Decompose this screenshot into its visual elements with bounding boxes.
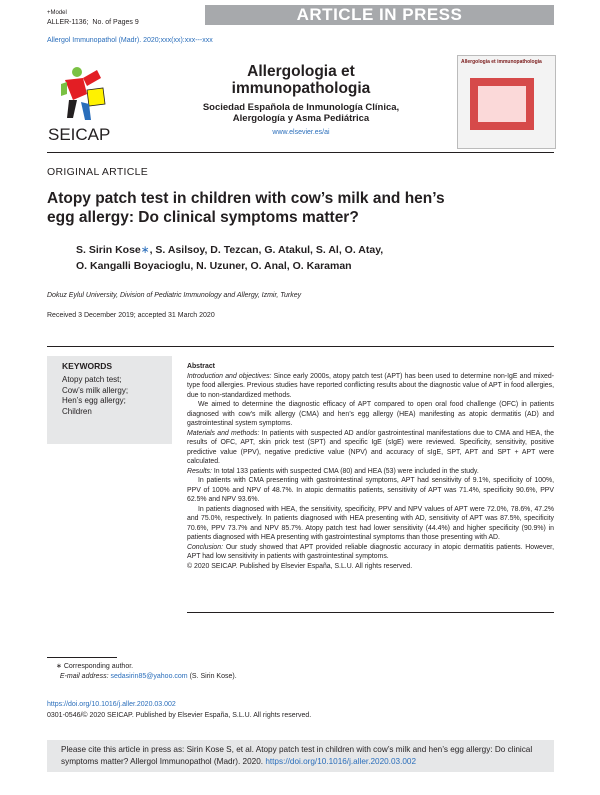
keyword-item: Cow’s milk allergy;: [62, 385, 129, 395]
logo-text: SEICAP: [48, 125, 111, 144]
section-label: ORIGINAL ARTICLE: [47, 166, 149, 178]
keyword-item: Children: [62, 406, 92, 416]
seicap-logo: [47, 60, 127, 146]
keywords-heading: KEYWORDS: [62, 361, 113, 371]
abstract-bottom-divider: [187, 612, 554, 613]
abstract-conclusion: Conclusion: Our study showed that APT provided reliable diagnostic accuracy in atopic dermatitis patients. However, APT had low sensitivity in patients with gastrointestinal symptoms.: [187, 543, 554, 560]
logo-head-icon: [72, 67, 82, 77]
corresponding-author-mark[interactable]: ∗: [140, 244, 150, 256]
doi-link[interactable]: https://doi.org/10.1016/j.aller.2020.03.002: [47, 701, 176, 708]
footnote-divider: [47, 657, 117, 658]
header-divider: [47, 152, 554, 153]
citation-doi-link[interactable]: https://doi.org/10.1016/j.aller.2020.03.002: [265, 757, 417, 766]
keyword-item: Atopy patch test;: [62, 375, 122, 384]
abstract-aim: We aimed to determine the diagnostic efficacy of APT compared to open oral food challenge (OFC) in patients diagnosed with cow’s milk allergy (CMA) and hen’s egg allergy (HEA) manifesting as atopic dermatitis (AD) and gastrointestinal system symptoms.: [187, 401, 554, 427]
author-list: S. Sirin Kose∗, S. Asilsoy, D. Tezcan, G. Atakul, S. Al, O. Atay, O. Kangalli Boyacioglu, N. Uzuner, O. Anal, O. Karaman: [76, 244, 384, 272]
abstract-methods: Materials and methods: In patients with suspected AD and/or gastrointestinal manifestations due to CMA and HEA, the results of OFC, APT, skin prick test (SPT) and specific IgE (sIgE) were reviewed. Specificity, sensitivity, positive predictive value (PPV), negative predictive value (NPV) and accuracy of sIgE, SPT, APT and SPT + APT were calculated.: [187, 429, 555, 465]
email-link[interactable]: sedasirin85@yahoo.com: [110, 673, 188, 680]
abstract-heading: Abstract: [187, 363, 215, 370]
article-in-press-banner: ARTICLE IN PRESS: [205, 5, 554, 25]
issn-line: 0301-0546/© 2020 SEICAP. Published by Elsevier España, S.L.U. All rights reserved.: [47, 712, 312, 719]
keyword-item: Hen’s egg allergy;: [62, 396, 126, 405]
journal-title: Allergologia et immunopathologia: [231, 63, 371, 97]
journal-url[interactable]: www.elsevier.es/ai: [272, 129, 330, 136]
journal-cover-thumbnail: [457, 55, 556, 149]
journal-reference[interactable]: Allergol Immunopathol (Madr). 2020;xxx(xx):xxx---xxx: [47, 37, 213, 44]
abstract-copyright: © 2020 SEICAP. Published by Elsevier España, S.L.U. All rights reserved.: [187, 562, 413, 570]
corresponding-author-note: ∗ Corresponding author. E-mail address: sedasirin85@yahoo.com (S. Sirin Kose).: [56, 663, 237, 680]
keywords-list: [62, 375, 128, 417]
abstract-results: Results: In total 133 patients with suspected CMA (80) and HEA (53) were included in the study.: [187, 467, 479, 475]
abstract: [187, 362, 554, 571]
abstract-intro: Introduction and objectives: Since early 2000s, atopy patch test (APT) has been used to determine non-IgE and mixed-type food allergies. Previous studies have reported conflicting results about the diagnostic value of APT in food allergies, due to non-standardized methods.: [187, 372, 554, 399]
abstract-results-hea: In patients diagnosed with HEA, the sensitivity, specificity, PPV and NPV values of APT were 72.0%, 78.6%, 47.2% and 75.0%, respectively. In patients diagnosed with HEA presenting with AD, sensitivity of APT was 87.5%, specificity 70.6%, PPV 73.7% and NPV 85.7%. Atopy patch test had lower sensitivity (44.4%) and higher specificity (90.9%) in patients diagnosed with HEA presenting with gastrointestinal symptoms than those presenting with AD.: [187, 505, 554, 541]
article-code: ALLER-1136;: [47, 19, 89, 26]
page-count: No. of Pages 9: [92, 19, 139, 26]
abstract-top-divider: [47, 346, 554, 347]
citation-text: Please cite this article in press as: Sirin Kose S, et al. Atopy patch test in children with cow’s milk and hen’s egg allergy: Do clinical symptoms matter? Allergol Immunopathol (Madr). 2020. https://doi.org/10.1016/j.aller.2020.03.002: [61, 745, 533, 766]
model-mark: +Model: [47, 10, 67, 16]
affiliation: Dokuz Eylul University, Division of Pediatric Immunology and Allergy, Izmir, Turkey: [47, 292, 302, 299]
abstract-results-cma: In patients with CMA presenting with gastrointestinal symptoms, APT had sensitivity of 9.1%, specificity of 100%, PPV of 100% and NPV of 48.7%. In atopic dermatitis patients, sensitivity of APT was 71.4%, specificity 90.6%, PPV 62.5% and NPV 93.6%.: [187, 477, 554, 503]
header-meta: [47, 9, 139, 27]
article-title: Atopy patch test in children with cow’s milk and hen’s egg allergy: Do clinical symptoms matter?: [47, 190, 445, 226]
cover-title: Allergologia et immunopathologia: [461, 59, 542, 65]
received-dates: Received 3 December 2019; accepted 31 March 2020: [47, 312, 215, 319]
journal-society: Sociedad Española de Inmunología Clínica, Alergología y Asma Pediátrica: [202, 102, 400, 124]
